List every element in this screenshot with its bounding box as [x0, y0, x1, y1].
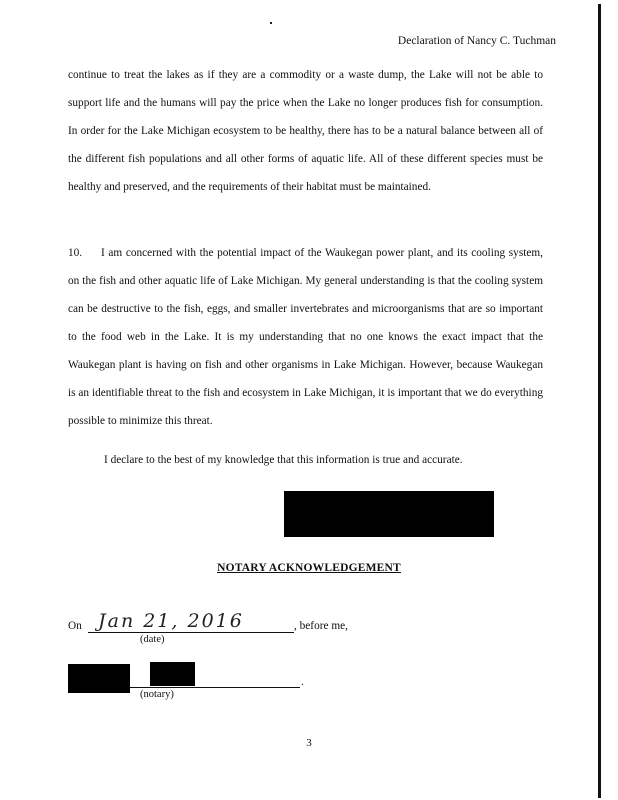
redacted-notary-name — [68, 664, 130, 693]
notary-line-period: . — [301, 676, 304, 688]
date-line — [88, 632, 294, 633]
on-label: On — [68, 620, 82, 632]
paragraph-10-text: I am concerned with the potential impact of the Waukegan power plant, and its cooling system, on the fish and other aquatic life of Lake Michigan. My general understanding is that the cooling system can be destructive to the fish, eggs, and smaller invertebrates and microorganisms that are so important to the food web in the Lake. It is my understanding that no one knows the exact impact that the Waukegan plant is having on fish and other organisms in Lake Michigan. However, because Waukegan is an identifiable threat to the fish and ecosystem in Lake Michigan, it is important that we do everything possible to minimize this threat. — [68, 247, 543, 427]
redacted-signature — [284, 491, 494, 537]
redacted-notary-name-2 — [150, 662, 195, 686]
paragraph-number: 10. — [68, 247, 83, 259]
scan-speck — [270, 22, 272, 24]
page-number: 3 — [306, 737, 312, 749]
declaration-statement: I declare to the best of my knowledge that this information is true and accurate. — [104, 454, 463, 466]
paragraph-continued: continue to treat the lakes as if they are a commodity or a waste dump, the Lake will not be able to support life and the humans will pay the price when the Lake no longer produces fish for consumption. In order for the Lake Michigan ecosystem to be healthy, there has to be a natural balance between all of the different fish populations and all other forms of aquatic life. All of these different species must be healthy and preserved, and the requirements of their habitat must be maintained. — [68, 69, 543, 193]
paragraph-10 — [68, 239, 543, 435]
notary-caption: (notary) — [140, 689, 174, 700]
handwritten-date: Jan 21, 2016 — [98, 610, 244, 632]
notary-line — [130, 687, 300, 688]
notary-heading: NOTARY ACKNOWLEDGEMENT — [217, 562, 401, 574]
scan-edge-line — [598, 4, 601, 798]
running-header: Declaration of Nancy C. Tuchman — [397, 35, 556, 47]
date-caption: (date) — [140, 634, 165, 645]
before-me-text: , before me, — [294, 620, 348, 632]
